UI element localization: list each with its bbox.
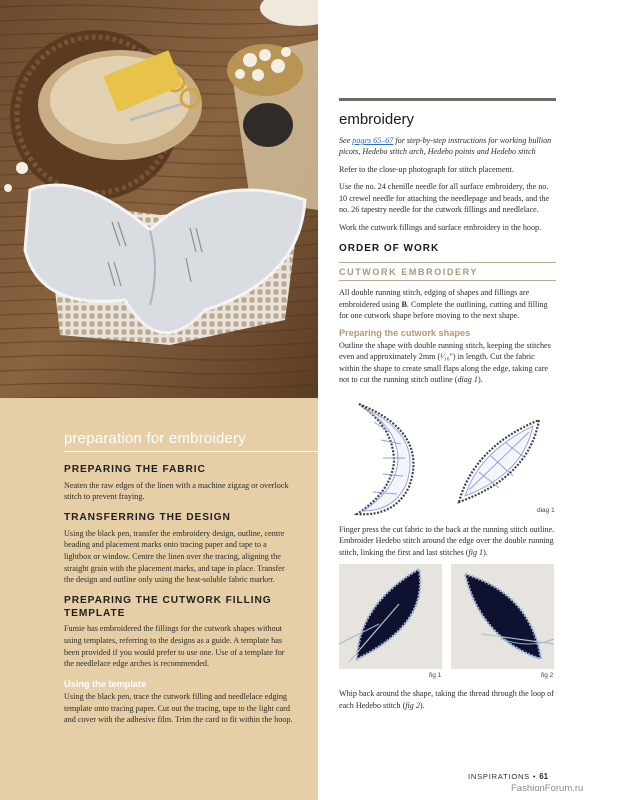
intro-paragraph — [339, 135, 556, 158]
text-transferring-design: Using the black pen, transfer the embroidery design, outline, centre beading and placement marks onto tracing paper and tape to a lightbox or window. Centre the linen over the tracing, aligning the straight grain with the placement marks, and tape in place. Transfer the design and outline only using the heat-soluble fabric marker. — [64, 528, 285, 585]
heading-transferring-design: TRANSFERRING THE DESIGN — [64, 512, 231, 524]
paragraph-hoop: Work the cutwork fillings and surface embroidery in the hoop. — [339, 222, 542, 232]
thread-b: B — [401, 299, 407, 309]
text-using-template: Using the black pen, trace the cutwork filling and needlelace edging template onto tracing paper. Cut out the tracing, tape to the light card and cover with the adhesive film. Trim the card to fit within the hoop. — [64, 692, 293, 725]
pages-link[interactable]: pages 65–67 — [352, 136, 394, 145]
fig-1-caption: fig 1 — [429, 672, 442, 680]
column-top-rule — [339, 98, 556, 101]
paragraph-needles: Use the no. 24 chenille needle for all surface embroidery, the no. 10 crewel needle for attaching the needlepage and beads, and the no. 26 tapestry needle for the cutwork fillings and needlelace. — [339, 182, 550, 215]
paragraph-refer: Refer to the close-up photograph for stitch placement. — [339, 164, 514, 174]
figure-photos — [339, 564, 556, 682]
fig-2-photo — [451, 564, 554, 669]
footer-section: INSPIRATIONS — [468, 772, 530, 781]
heading-cutwork-template: PREPARING THE CUTWORK FILLING TEMPLATE — [64, 594, 272, 619]
fig-2-caption: fig 2 — [541, 672, 554, 680]
paragraph-whip — [339, 688, 556, 711]
heading-using-template: Using the template — [64, 679, 147, 690]
hero-photo — [0, 0, 318, 398]
page-number: 61 — [539, 772, 549, 781]
cutwork-text-a: All double running stitch, edging of shapes and fillings are embroidered using — [339, 288, 530, 309]
intro-rest: for step-by-step instructions for working bullion picots, Hedebo stitch arch, Hedebo points and Hedebo stitch — [339, 136, 552, 157]
heading-preparing-fabric: PREPARING THE FABRIC — [64, 464, 206, 475]
watermark: FashionForum.ru — [511, 783, 584, 794]
embroidery-title: embroidery — [339, 111, 415, 128]
cutwork-rule-bottom — [339, 280, 556, 281]
title-rule — [64, 451, 318, 452]
whip-text-a: Whip back around the shape, taking the thread through the loop of each Hedebo stitch ( — [339, 689, 554, 710]
finger-text-b: ). — [483, 547, 488, 557]
footer-separator: • — [532, 772, 537, 781]
text-preparing-fabric: Neaten the raw edges of the linen with a machine zigzag or overlock stitch to prevent fraying. — [64, 480, 289, 502]
paragraph-finger-press — [339, 524, 556, 558]
diagram-1-drawing — [339, 392, 556, 520]
embroidery-column — [339, 98, 556, 717]
finger-text-a: Finger press the cut fabric to the back at the running stitch outline. Embroider Hedebo stitch around the edge over the double running stitch, linking the first and last stitches ( — [339, 524, 555, 557]
order-of-work-heading: ORDER OF WORK — [339, 243, 440, 255]
cutwork-rule-top — [339, 262, 556, 263]
diagram-1 — [339, 392, 556, 520]
outline-text-b: ). — [477, 375, 483, 385]
outline-ref: diag 1 — [457, 375, 478, 385]
cutwork-text-b: . Complete the outlining, cutting and filling for one cutwork shape before moving to the next shape. — [339, 299, 548, 321]
outline-text-a: Outline the shape with double running stitch, keeping the stitches even and approximately 2mm (¹⁄₁₆") in length. Cut the fabric within the shape to create small flaps along the edge, taking care not to cut the running stitch outline ( — [339, 340, 551, 385]
diagram-1-caption: diag 1 — [537, 506, 555, 514]
whip-ref: fig 2 — [405, 700, 420, 710]
cutwork-heading: CUTWORK EMBROIDERY — [339, 267, 478, 278]
preparation-panel — [0, 398, 318, 800]
finger-ref: fig 1 — [468, 547, 484, 557]
page-footer — [468, 772, 548, 781]
preparation-title: preparation for embroidery — [64, 430, 246, 447]
paragraph-cutwork — [339, 287, 556, 321]
fig-1-photo — [339, 564, 442, 669]
whip-text-b: ). — [419, 700, 425, 710]
intro-see: See — [339, 136, 353, 145]
heading-preparing-shapes: Preparing the cutwork shapes — [339, 327, 471, 338]
paragraph-outline — [339, 340, 556, 386]
text-cutwork-template: Fumie has embroidered the fillings for the cutwork shapes without using templates, referring to the designs as a guide. A template has been provided if you would prefer to use one. Use of a template for the needlelace edge arches is recommended. — [64, 624, 285, 669]
